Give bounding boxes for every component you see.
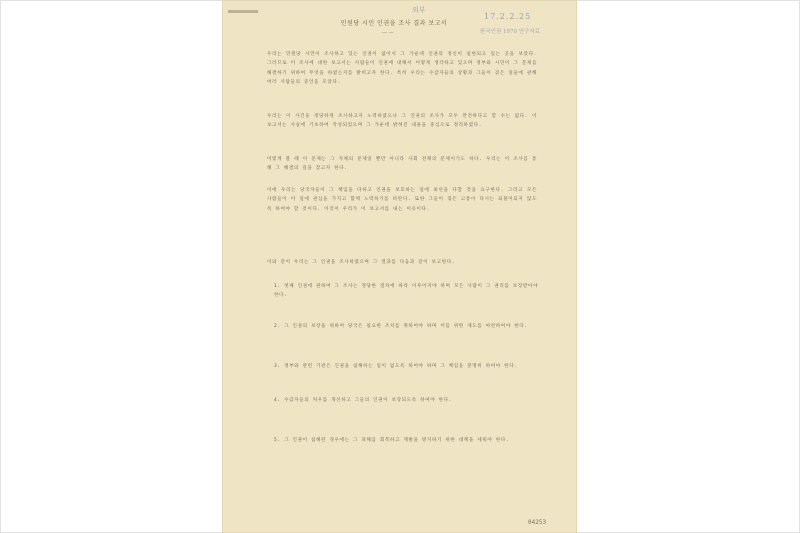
list-item-2: 2. 그 인권의 보장을 위하여 당국은 필요한 조치를 취하여야 하며 이를 위한 제도를 마련하여야 한다. xyxy=(274,324,528,329)
list-item-5: 5. 그 인권이 침해된 경우에는 그 피해를 회복하고 재발을 방지하기 위한 대책을 세워야 한다. xyxy=(274,438,510,443)
paragraph-2: 우리는 이 사건을 정당하게 조사하고자 노력하였으나 그 인권의 조사가 모두 완전하다고 할 수는 없다. 이 보고서는 사실에 기초하여 작성되었으며 그 가운데 밝혀진 내용을 중심으로 정리하였다. xyxy=(267,114,537,129)
tape-mark xyxy=(228,10,258,13)
archive-stamp: 04253 xyxy=(528,519,547,526)
paragraph-1: 우리는 민원당 시민이 조사하고 있는 인권이 없어서 그 가운데 인권의 정신이 실현되고 있는 곳을 보았다. 그러므로 이 조사에 대한 보고서는 사람들이 인권에 대해서 어떻게 생각하고 있으며 정부와 시민이 그 문제를 해결하기 위하여 무엇을 하였는지를 밝히고자 한다. 특히 우리는 수감자들의 상황과 그들이 겪은 일들에 관해 여러 사람들의 증언을 모았다. xyxy=(267,52,537,86)
list-item-1: 1. 첫째 인권에 관하여 그 조사는 정당한 절차에 따라 이루어져야 하며 모든 사람이 그 권리를 보장받아야 한다. xyxy=(274,284,538,299)
document-subtitle: — — xyxy=(382,30,394,36)
list-item-3: 3. 정부와 관련 기관은 인권을 침해하는 일이 없도록 하여야 하며 그 책임을 분명히 하여야 한다. xyxy=(274,364,518,369)
paragraph-4: 이에 우리는 당국자들이 그 책임을 다하고 인권을 보호하는 일에 최선을 다할 것을 요구한다. 그리고 모든 사람들이 이 일에 관심을 가지고 함께 노력하기를 바란다. 또한 그들이 겪은 고통이 다시는 되풀이되지 않도록 하여야 할 것이다. 이것이 우리가 이 보고서를 내는 이유이다. xyxy=(267,188,537,212)
paragraph-5: 이와 같이 우리는 그 인권을 조사하였으며 그 결과를 다음과 같이 보고한다. xyxy=(267,260,456,265)
handwritten-number: 17.2.2.25 xyxy=(484,12,532,21)
document-page xyxy=(222,0,577,533)
list-item-4: 4. 수감자들의 처우를 개선하고 그들의 인권이 보장되도록 하여야 한다. xyxy=(274,398,453,403)
handwritten-note: 한국인권 1970 연구자료 xyxy=(480,29,540,35)
corner-handwriting: 외부 xyxy=(412,6,426,14)
paragraph-3: 이렇게 볼 때 이 문제는 그 자체의 문제일 뿐만 아니라 사회 전체의 문제이기도 하다. 우리는 이 조사를 통해 그 해결의 길을 찾고자 한다. xyxy=(267,157,537,172)
document-title: 민원당 시민 인권을 조사 결과 보고서 xyxy=(340,20,448,27)
